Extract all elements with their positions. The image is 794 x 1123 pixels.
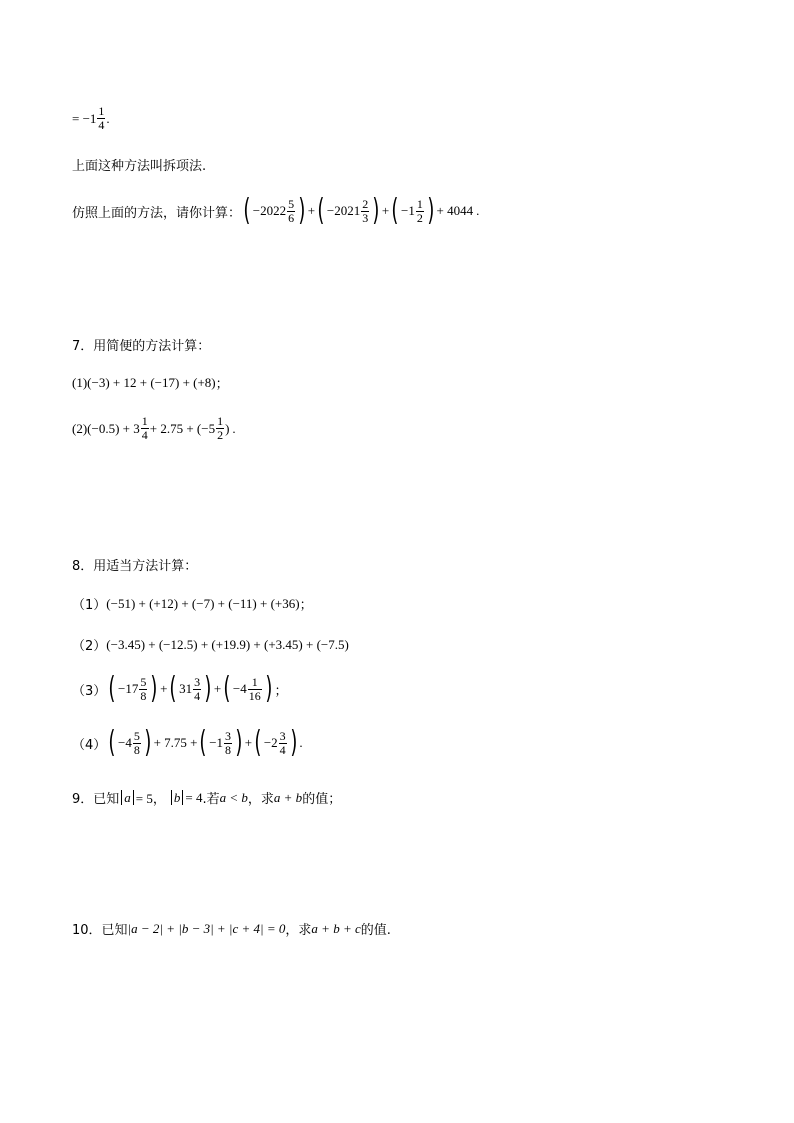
question-8-part-3: （3） ( −17 $\frac{5}{8}$ ) + ( 31 $\frac{3}{4}$ ) + ( −4 $\frac{1}{16}$ ) ；	[72, 671, 288, 706]
abs-a: a	[121, 790, 134, 805]
equation-result: = −1 $\frac{1}{4}$ .	[72, 104, 110, 132]
eq-prefix: = −1	[72, 110, 97, 126]
question-8-title: 8．用适当方法计算：	[72, 559, 198, 574]
question-8-part-2: （2） (−3.45) + (−12.5) + (+19.9) + (+3.45) + (−7.5)	[72, 636, 349, 654]
method-description: 上面这种方法叫拆项法.	[72, 159, 207, 174]
question-8-part-1: （1） (−51) + (+12) + (−7) + (−11) + (+36) ；	[72, 595, 313, 613]
abs-b: b	[171, 790, 184, 805]
question-10: 10．已知 |a − 2| + |b − 3| + |c + 4| = 0 ，求 a + b + c 的值.	[72, 920, 391, 938]
question-7-part-2: (2) (−0.5) + 3 $\frac{1}{4}$ + 2.75 + (−5 $\frac{1}{2}$ ) .	[72, 414, 236, 442]
imitate-problem: 仿照上面的方法，请你计算： ( −2022 $\frac{5}{6}$ ) + ( −2021 $\frac{2}{3}$ ) + ( −1 $\frac{1}{2}$ ) + 4044 .	[72, 193, 480, 228]
question-9: 9．已知 a = 5， b = 4 .若 a < b ，求 a + b 的值；	[72, 789, 342, 807]
question-7-part-1: (1) (−3) + 12 + (−17) + (+8) ；	[72, 374, 229, 392]
question-7-title: 7．用简便的方法计算：	[72, 339, 211, 354]
eq-fraction: $\frac{1}{4}$	[98, 104, 105, 132]
question-8-part-4: （4） ( −4 $\frac{5}{8}$ ) + 7.75 + ( −1 $\frac{3}{8}$ ) + ( −2 $\frac{3}{4}$ ) .	[72, 725, 303, 760]
